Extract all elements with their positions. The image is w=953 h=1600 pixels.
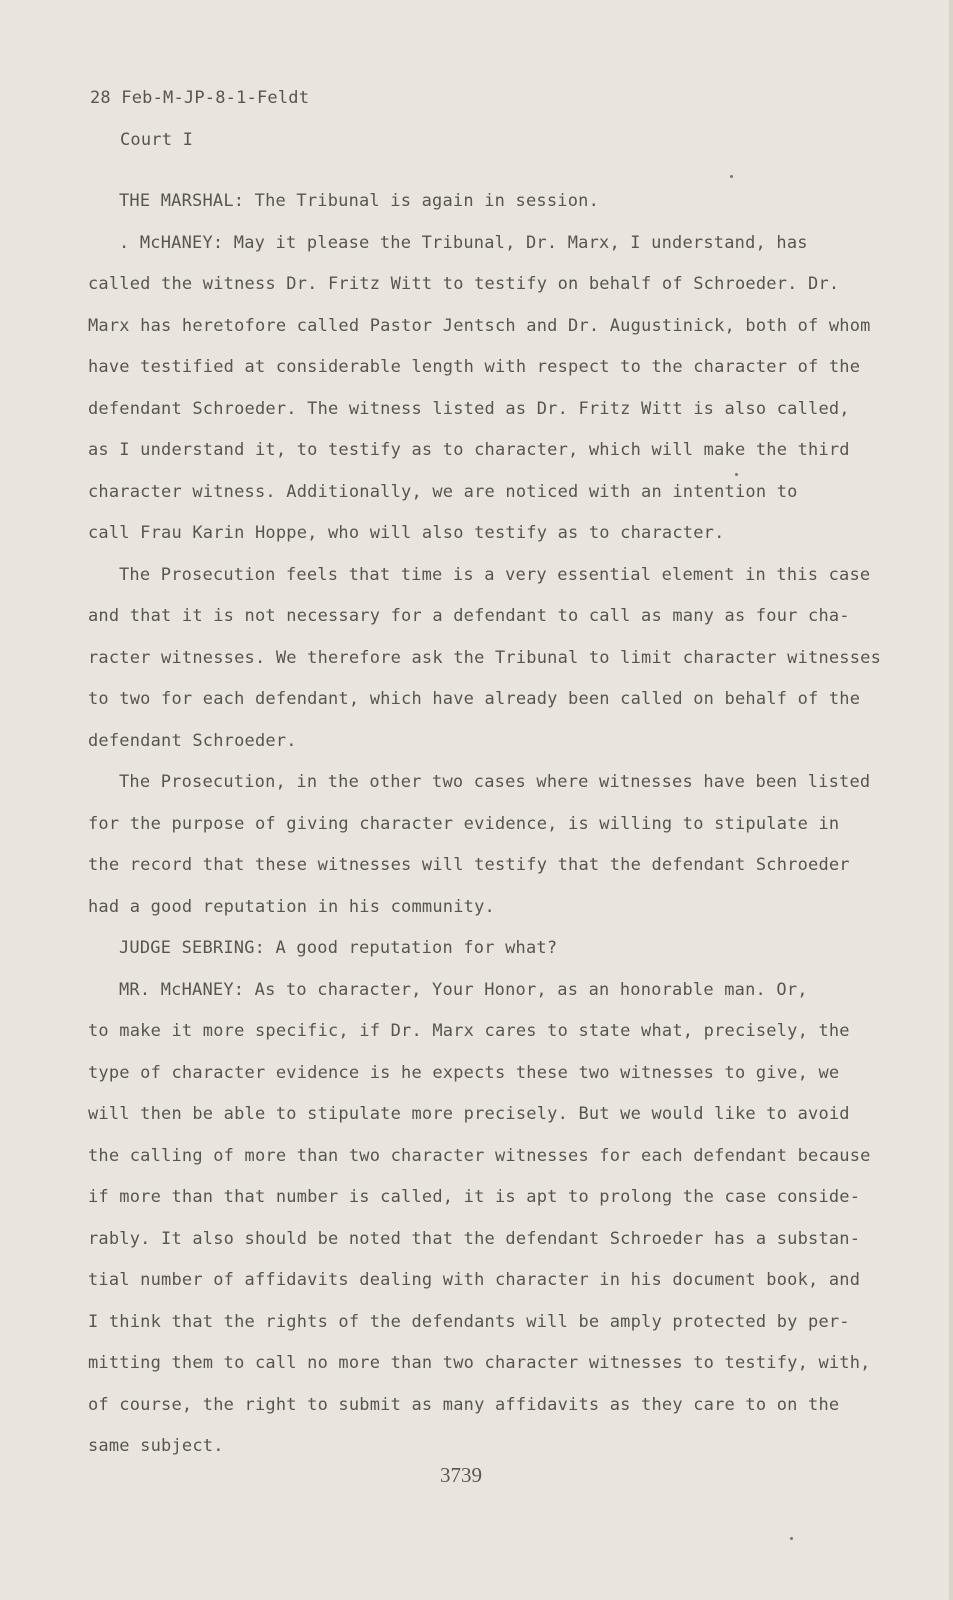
text-line: if more than that number is called, it is apt to prolong the case conside- <box>88 1187 861 1207</box>
text-line: MR. McHANEY: As to character, Your Honor, as an honorable man. Or, <box>119 980 808 1000</box>
text-line: type of character evidence is he expects these two witnesses to give, we <box>88 1063 840 1083</box>
text-line: character witness. Additionally, we are noticed with an intention to <box>88 482 798 502</box>
text-line: THE MARSHAL: The Tribunal is again in session. <box>119 191 600 211</box>
text-line: called the witness Dr. Fritz Witt to testify on behalf of Schroeder. Dr. <box>88 274 840 294</box>
text-line: the record that these witnesses will testify that the defendant Schroeder <box>88 855 850 875</box>
text-line: The Prosecution feels that time is a very essential element in this case <box>119 565 871 585</box>
page-number: 3739 <box>440 1463 482 1487</box>
paper-speck <box>730 175 733 178</box>
text-line: The Prosecution, in the other two cases where witnesses have been listed <box>119 772 871 792</box>
text-line: defendant Schroeder. <box>88 731 297 751</box>
text-line: for the purpose of giving character evidence, is willing to stipulate in <box>88 814 840 834</box>
text-line: have testified at considerable length with respect to the character of the <box>88 357 861 377</box>
paper-speck <box>790 1537 793 1540</box>
text-line: the calling of more than two character witnesses for each defendant because <box>88 1146 871 1166</box>
text-line: JUDGE SEBRING: A good reputation for what? <box>119 938 558 958</box>
court-label: Court I <box>120 130 194 150</box>
text-line: mitting them to call no more than two character witnesses to testify, with, <box>88 1353 871 1373</box>
text-line: rably. It also should be noted that the defendant Schroeder has a substan- <box>88 1229 861 1249</box>
text-line: Marx has heretofore called Pastor Jentsch and Dr. Augustinick, both of whom <box>88 316 871 336</box>
text-line: same subject. <box>88 1436 224 1456</box>
text-line: will then be able to stipulate more precisely. But we would like to avoid <box>88 1104 850 1124</box>
file-reference: 28 Feb-M-JP-8-1-Feldt <box>90 88 310 108</box>
text-line: as I understand it, to testify as to character, which will make the third <box>88 440 850 460</box>
text-line: and that it is not necessary for a defendant to call as many as four cha- <box>88 606 850 626</box>
text-line: to make it more specific, if Dr. Marx cares to state what, precisely, the <box>88 1021 850 1041</box>
text-line: of course, the right to submit as many affidavits as they care to on the <box>88 1395 840 1415</box>
text-line: to two for each defendant, which have already been called on behalf of the <box>88 689 861 709</box>
text-line: . McHANEY: May it please the Tribunal, Dr. Marx, I understand, has <box>119 233 808 253</box>
text-line: had a good reputation in his community. <box>88 897 495 917</box>
text-line: I think that the rights of the defendants will be amply protected by per- <box>88 1312 850 1332</box>
text-line: tial number of affidavits dealing with character in his document book, and <box>88 1270 861 1290</box>
text-line: call Frau Karin Hoppe, who will also testify as to character. <box>88 523 725 543</box>
text-line: defendant Schroeder. The witness listed as Dr. Fritz Witt is also called, <box>88 399 850 419</box>
paper-speck <box>735 473 738 476</box>
text-line: racter witnesses. We therefore ask the Tribunal to limit character witnesses <box>88 648 882 668</box>
